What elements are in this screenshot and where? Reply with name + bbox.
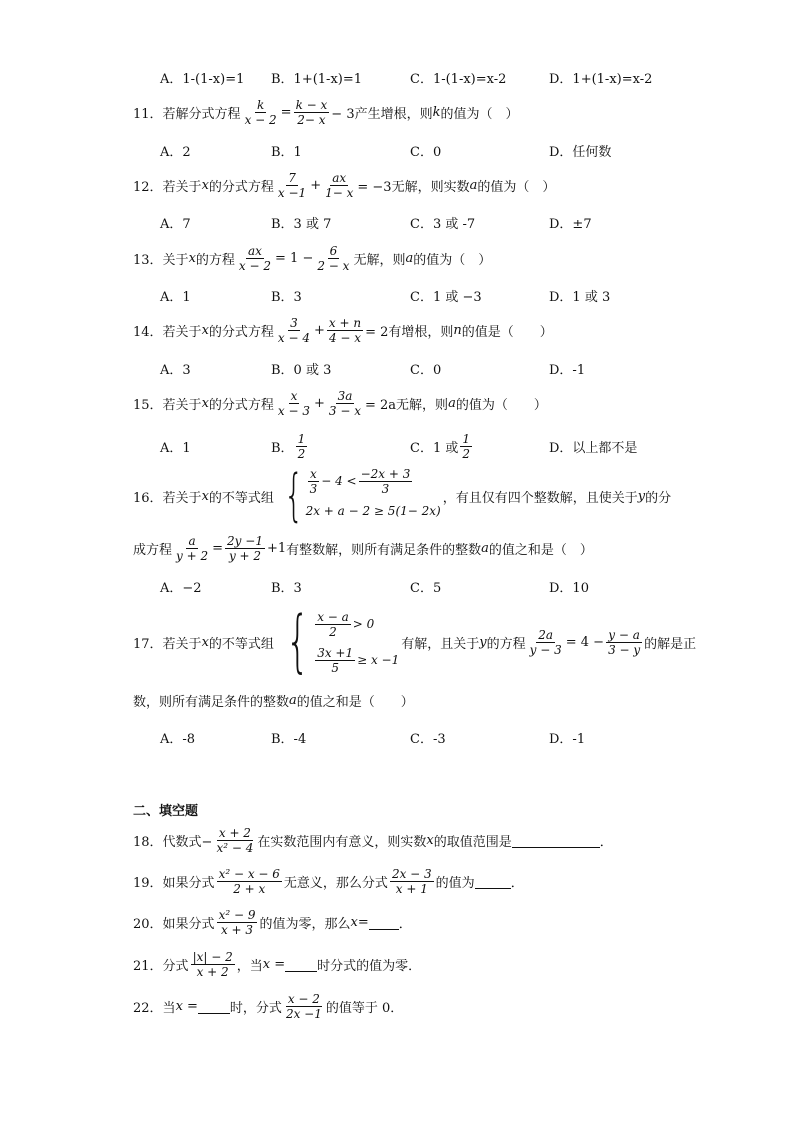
option-b[interactable]: B．1 xyxy=(271,145,302,160)
answer-blank[interactable] xyxy=(198,999,230,1014)
option-a[interactable]: A．−2 xyxy=(160,581,202,596)
option-a[interactable]: A．1-(1-x)=1 xyxy=(160,72,245,87)
option-c[interactable]: C．1 或 $\frac{1}{2}$ xyxy=(410,431,470,461)
section-title: 二、填空题 xyxy=(133,804,199,819)
question-20: 20． 如果分式 $\frac{\text{x² − 9}}{x + 3}$ 的值为零，那么 x = ． xyxy=(133,907,412,937)
option-b[interactable]: B．3 xyxy=(271,581,302,596)
option-a[interactable]: A．3 xyxy=(160,363,191,378)
fraction: $\frac{x}{x - 3}$ xyxy=(277,388,311,418)
option-b[interactable]: B．3 xyxy=(271,290,302,305)
fraction: $\frac{x + n}{4 - x}$ xyxy=(328,315,362,345)
fraction: $\frac{ax}{x - 2}$ xyxy=(238,243,272,273)
question-18: 18． 代数式− $\frac{x + 2}{\text{x² − 4}}$ 在实数范围内有意义，则实数 x 的取值范围是 ． xyxy=(133,825,613,855)
fraction: $\frac{k}{x - 2}$ xyxy=(244,97,277,127)
option-d[interactable]: D．1 或 3 xyxy=(549,290,611,305)
question-17: 17． 若关于 x 的不等式组 { $\frac{x - a}{2}$ > 0 $\frac{3x +1}{5}$ ≥ x −1 有解，且关于 y 的方程 $\frac{2a}{y - 3}$ = 4 − $\frac{y - a}{3 - y}$ 的解是正 xyxy=(133,602,697,681)
question-11: 11． 若解分式方程 $\frac{k}{x - 2}$ = $\frac{k - x}{2- x}$ − 3产生增根，则 k 的值为（ ） xyxy=(133,97,519,127)
question-19: 19． 如果分式 $\frac{\text{x² − x − 6}}{2 + x}$ 无意义，那么分式 $\frac{2x - 3}{x + 1}$ 的值为 ． xyxy=(133,866,524,896)
answer-blank[interactable] xyxy=(369,915,399,930)
inequality-system: { $\frac{x - a}{2}$ > 0 $\frac{3x +1}{5}$ ≥ x −1 xyxy=(285,602,400,681)
option-b[interactable]: B．0 或 3 xyxy=(271,363,332,378)
option-c[interactable]: C．3 或 -7 xyxy=(410,217,476,232)
option-d[interactable]: D．-1 xyxy=(549,363,586,378)
option-b[interactable]: B．1+(1-x)=1 xyxy=(271,72,363,87)
option-b[interactable]: B． $\frac{1}{2}$ xyxy=(271,431,306,461)
option-c[interactable]: C．1 或 −3 xyxy=(410,290,482,305)
fraction: $\frac{3}{x - 4}$ xyxy=(277,315,311,345)
fraction: $\frac{a}{y + 2}$ xyxy=(176,533,209,563)
question-14: 14． 若关于 x 的分式方程 $\frac{3}{x - 4}$ + $\frac{x + n}{4 - x}$ = 2有增根，则 n 的值是（ ） xyxy=(133,315,553,345)
option-c[interactable]: C．-3 xyxy=(410,732,446,747)
fraction: $\frac{2y -1}{y + 2}$ xyxy=(227,533,263,563)
question-17-line2: 数，则所有满足条件的整数 a 的值之和是（ ） xyxy=(133,692,414,710)
fraction: $\frac{7}{x -1}$ xyxy=(277,170,307,200)
option-c[interactable]: C．1-(1-x)=x-2 xyxy=(410,72,507,87)
option-c[interactable]: C．0 xyxy=(410,145,442,160)
fraction: $\frac{|x| - 2}{x + 2}$ xyxy=(192,949,233,979)
fraction: $\frac{\text{x² − x − 6}}{2 + x}$ xyxy=(218,866,280,896)
answer-blank[interactable] xyxy=(475,874,511,889)
fraction: $\frac{2x - 3}{x + 1}$ xyxy=(391,866,432,896)
option-c[interactable]: C．0 xyxy=(410,363,442,378)
fraction: $\frac{ax}{1- x}$ xyxy=(325,170,354,200)
fraction: $\frac{x + 2}{\text{x² − 4}}$ xyxy=(216,825,254,855)
option-d[interactable]: D．以上都不是 xyxy=(549,440,638,456)
answer-blank[interactable] xyxy=(512,833,600,848)
question-21: 21． 分式 $\frac{|x| - 2}{x + 2}$ ，当 x = 时分式的值为零． xyxy=(133,949,422,979)
fraction: $\frac{3a}{3 - x}$ xyxy=(328,388,362,418)
fraction: $\frac{y - a}{3 - y}$ xyxy=(608,627,641,657)
question-12: 12． 若关于 x 的分式方程 $\frac{7}{x -1}$ + $\frac{ax}{1- x}$ = −3无解，则实数 a 的值为（ ） xyxy=(133,170,556,200)
answer-blank[interactable] xyxy=(285,957,317,972)
option-d[interactable]: D．任何数 xyxy=(549,145,612,160)
option-d[interactable]: D．-1 xyxy=(549,732,586,747)
option-a[interactable]: A．1 xyxy=(160,290,191,305)
inequality-system: { $\frac{x}{3}$ − 4 < $\frac{-2x + 3}{3}$ 2x + a − 2 ≥ 5(1− 2x) xyxy=(283,463,441,528)
option-c[interactable]: C．5 xyxy=(410,581,442,596)
option-a[interactable]: A．-8 xyxy=(160,732,196,747)
fraction: $\frac{2a}{y - 3}$ xyxy=(529,627,562,657)
option-d[interactable]: D．±7 xyxy=(549,217,592,232)
fraction: $\frac{x - 2}{2x -1}$ xyxy=(285,991,322,1021)
option-b[interactable]: B．3 或 7 xyxy=(271,217,332,232)
question-22: 22． 当 x = 时，分式 $\frac{x - 2}{2x -1}$ 的值等于 0． xyxy=(133,991,404,1021)
option-a[interactable]: A．2 xyxy=(160,145,191,160)
fraction: $\frac{\text{x² − 9}}{x + 3}$ xyxy=(218,907,256,937)
fraction: $\frac{k - x}{2- x}$ xyxy=(295,97,328,127)
fraction: $\frac{6}{2 - x}$ xyxy=(317,243,350,273)
question-13: 13． 关于 x 的方程 $\frac{ax}{x - 2}$ = 1 − $\frac{6}{2 - x}$ 无解，则 a 的值为（ ） xyxy=(133,243,492,273)
option-a[interactable]: A．7 xyxy=(160,217,191,232)
question-16-line2: 成方程 $\frac{a}{y + 2}$ = $\frac{2y -1}{y + 2}$ +1 有整数解，则所有满足条件的整数 a 的值之和是（ ） xyxy=(133,533,593,563)
option-b[interactable]: B．-4 xyxy=(271,732,307,747)
question-15: 15． 若关于 x 的分式方程 $\frac{x}{x - 3}$ + $\frac{3a}{3 - x}$ = 2a无解，则 a 的值为（ ） xyxy=(133,388,547,418)
question-16: 16． 若关于 x 的不等式组 { $\frac{x}{3}$ − 4 < $\frac{-2x + 3}{3}$ 2x + a − 2 ≥ 5(1− 2x) ，有且仅有四个整数解，且使关于 y 的分 xyxy=(133,463,672,528)
option-a[interactable]: A．1 xyxy=(160,440,191,456)
option-d[interactable]: D．10 xyxy=(549,581,589,596)
option-d[interactable]: D．1+(1-x)=x-2 xyxy=(549,72,653,87)
